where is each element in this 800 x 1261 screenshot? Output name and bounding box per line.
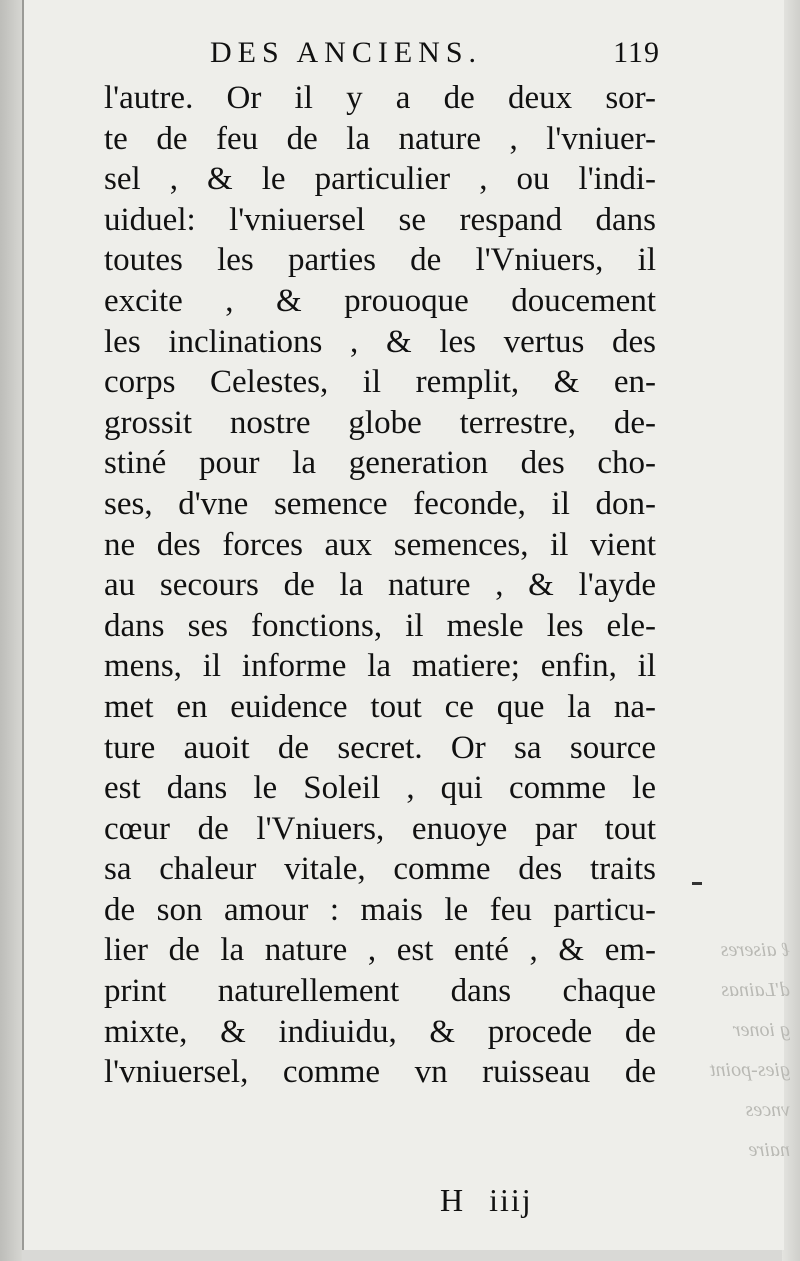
signature-number: iiij (489, 1182, 533, 1218)
text-line: sel , & le particulier , ou l'indi- (104, 161, 656, 198)
text-line: te de feu de la nature , l'vniuer- (104, 120, 656, 157)
running-title: DES ANCIENS. (210, 36, 483, 69)
text-line: corps Celestes, il remplit, & en- (104, 364, 656, 401)
text-line: uiduel: l'vniuersel se respand dans (104, 201, 656, 238)
text-line: de son amour : mais le feu particu- (104, 891, 656, 928)
body-text (104, 78, 656, 1093)
text-line: dans ses fonctions, il mesle les ele- (104, 607, 656, 644)
page-number: 119 (613, 36, 660, 69)
text-line: cœur de l'Vniuers, enuoye par tout (104, 810, 656, 847)
signature-letter: H (440, 1182, 466, 1218)
text-line: l'vniuersel, comme vn ruisseau de (104, 1054, 656, 1091)
text-line: mens, il informe la matiere; enfin, il (104, 648, 656, 685)
signature-mark (440, 1182, 533, 1219)
margin-mark (692, 882, 702, 885)
text-line: ture auoit de secret. Or sa source (104, 729, 656, 766)
text-line: est dans le Soleil , qui comme le (104, 770, 656, 807)
text-line: met en euidence tout ce que la na- (104, 688, 656, 725)
text-line: excite , & prouoque doucement (104, 282, 656, 319)
text-line: au secours de la nature , & l'ayde (104, 567, 656, 604)
running-header (210, 36, 660, 76)
text-line: stiné pour la generation des cho- (104, 445, 656, 482)
text-line: les inclinations , & les vertus des (104, 323, 656, 360)
text-line: mixte, & indiuidu, & procede de (104, 1013, 656, 1050)
show-through-text: ℓ aiseres d'Lainas g ioner gies-point vnces naire (710, 939, 790, 1161)
text-line: print naturellement dans chaque (104, 973, 656, 1010)
page-gutter-shadow (0, 0, 22, 1261)
text-line: toutes les parties de l'Vniuers, il (104, 242, 656, 279)
text-line: ne des forces aux semences, il vient (104, 526, 656, 563)
text-line: sa chaleur vitale, comme des traits (104, 851, 656, 888)
text-line: grossit nostre globe terrestre, de- (104, 404, 656, 441)
text-line: ses, d'vne semence feconde, il don- (104, 485, 656, 522)
text-line: l'autre. Or il y a de deux sor- (104, 80, 656, 116)
text-line: lier de la nature , est enté , & em- (104, 932, 656, 969)
